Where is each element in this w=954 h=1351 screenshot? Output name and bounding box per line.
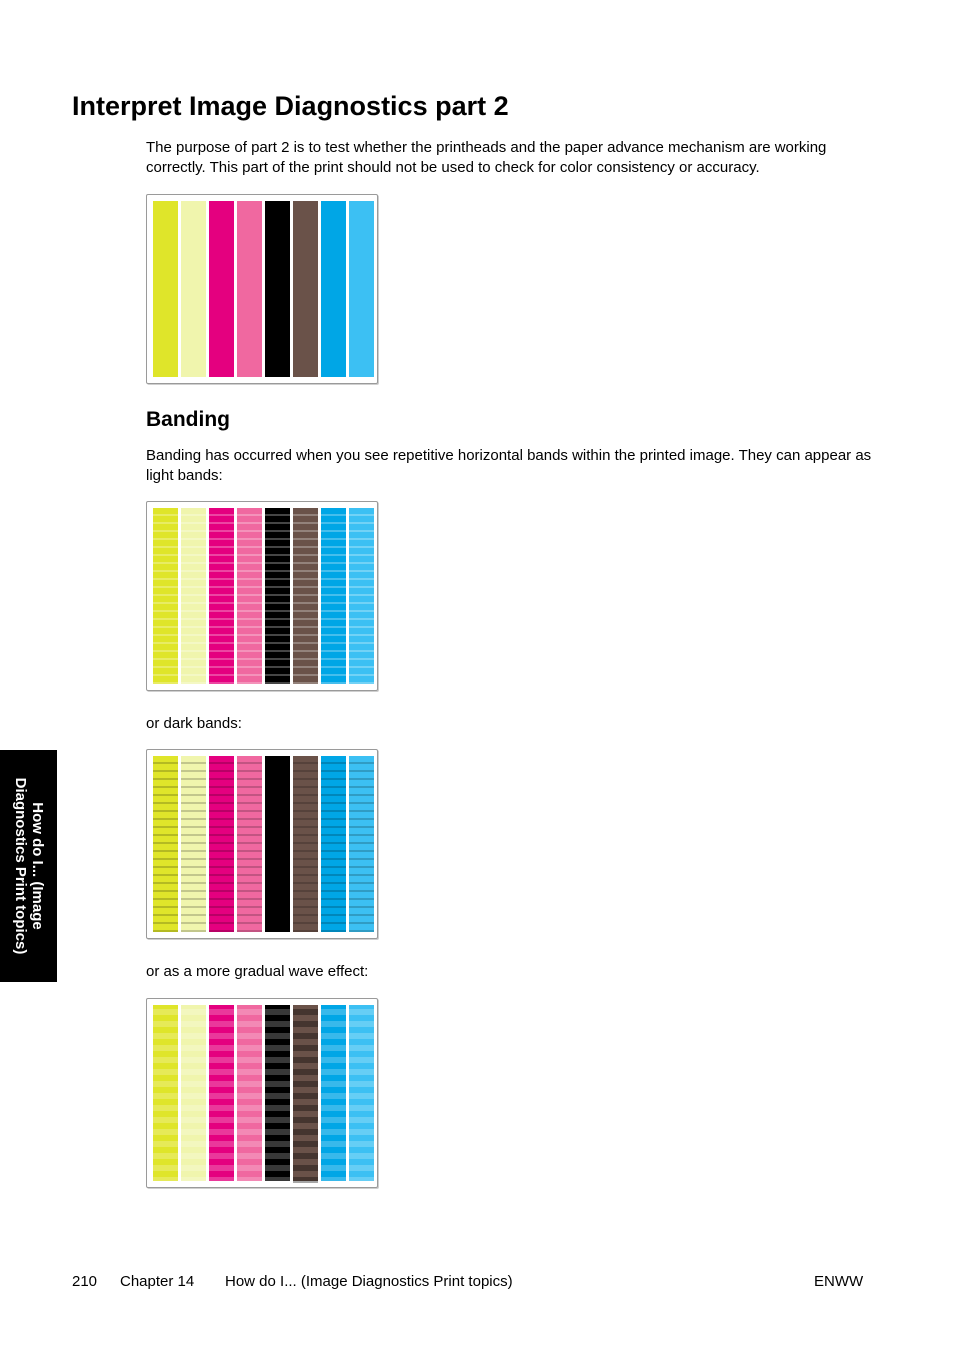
wave-band xyxy=(265,1105,290,1111)
wave-band xyxy=(321,1021,346,1027)
wave-band xyxy=(181,1141,206,1147)
dark-bands-caption: or dark bands: xyxy=(146,715,242,732)
wave-band xyxy=(153,1117,178,1123)
wave-band xyxy=(181,1057,206,1063)
wave-band xyxy=(321,1117,346,1123)
wave-band xyxy=(265,1057,290,1063)
wave-band xyxy=(153,1009,178,1015)
wave-band xyxy=(209,1021,234,1027)
wave-band xyxy=(321,1081,346,1087)
color-bar-6 xyxy=(293,201,318,377)
wave-band xyxy=(321,1165,346,1171)
wave-band xyxy=(349,1141,374,1147)
wave-band xyxy=(153,1177,178,1183)
wave-band xyxy=(265,1177,290,1183)
wave-band xyxy=(293,1153,318,1159)
wave-band xyxy=(181,1045,206,1051)
wave-band xyxy=(209,1153,234,1159)
wave-band xyxy=(321,1069,346,1075)
wave-band xyxy=(237,1093,262,1099)
wave-band xyxy=(293,1021,318,1027)
wave-band xyxy=(181,1093,206,1099)
wave-band xyxy=(153,1021,178,1027)
wave-band xyxy=(349,1045,374,1051)
wave-band xyxy=(293,1033,318,1039)
diagnostic-pattern-normal xyxy=(146,194,378,384)
wave-band xyxy=(209,1117,234,1123)
wave-band xyxy=(265,1165,290,1171)
wave-band xyxy=(349,1081,374,1087)
wave-band xyxy=(153,1165,178,1171)
wave-band xyxy=(321,1105,346,1111)
color-bars-normal xyxy=(147,195,377,383)
wave-caption: or as a more gradual wave effect: xyxy=(146,963,369,980)
wave-band xyxy=(349,1069,374,1075)
color-bar-7 xyxy=(321,201,346,377)
wave-band xyxy=(153,1129,178,1135)
wave-band xyxy=(181,1177,206,1183)
wave-band xyxy=(181,1069,206,1075)
wave-band xyxy=(321,1009,346,1015)
wave-band xyxy=(181,1033,206,1039)
wave-band xyxy=(321,1045,346,1051)
color-bar-6 xyxy=(293,508,318,684)
wave-band xyxy=(153,1153,178,1159)
wave-band xyxy=(265,1045,290,1051)
wave-band xyxy=(153,1081,178,1087)
footer-chapter: Chapter 14 xyxy=(120,1273,195,1290)
wave-band xyxy=(293,1069,318,1075)
wave-band xyxy=(293,1081,318,1087)
wave-band xyxy=(181,1117,206,1123)
wave-band xyxy=(237,1045,262,1051)
wave-band xyxy=(209,1033,234,1039)
wave-band xyxy=(237,1081,262,1087)
wave-band xyxy=(237,1009,262,1015)
color-bar-5 xyxy=(265,508,290,684)
wave-band xyxy=(293,1177,318,1183)
wave-band xyxy=(209,1081,234,1087)
wave-band xyxy=(349,1093,374,1099)
color-bar-1 xyxy=(153,756,178,932)
wave-band xyxy=(209,1141,234,1147)
wave-band xyxy=(181,1081,206,1087)
wave-band xyxy=(153,1045,178,1051)
wave-band xyxy=(293,1045,318,1051)
wave-band xyxy=(181,1129,206,1135)
wave-band xyxy=(349,1153,374,1159)
banding-description: Banding has occurred when you see repetitive horizontal bands within the printed image. They can appear as light bands: xyxy=(146,447,872,484)
wave-band xyxy=(237,1153,262,1159)
color-bar-8 xyxy=(349,201,374,377)
wave-band xyxy=(209,1165,234,1171)
color-bars-light-bands xyxy=(147,502,377,690)
color-bar-4 xyxy=(237,201,262,377)
wave-band xyxy=(321,1129,346,1135)
color-bar-6 xyxy=(293,756,318,932)
color-bar-2 xyxy=(181,508,206,684)
wave-band xyxy=(237,1129,262,1135)
diagnostic-pattern-dark-bands xyxy=(146,749,378,939)
wave-band xyxy=(349,1177,374,1183)
wave-band xyxy=(265,1081,290,1087)
wave-band xyxy=(153,1069,178,1075)
wave-band xyxy=(209,1129,234,1135)
wave-band xyxy=(265,1021,290,1027)
wave-band xyxy=(181,1153,206,1159)
color-bar-5 xyxy=(265,756,290,932)
wave-band xyxy=(237,1165,262,1171)
banding-heading: Banding xyxy=(146,408,230,431)
wave-band xyxy=(293,1009,318,1015)
color-bar-7 xyxy=(321,508,346,684)
wave-band xyxy=(153,1033,178,1039)
wave-band xyxy=(237,1057,262,1063)
side-tab-line-2: Diagnostics Print topics) xyxy=(11,777,29,955)
wave-band xyxy=(293,1057,318,1063)
wave-band xyxy=(181,1021,206,1027)
wave-band xyxy=(209,1069,234,1075)
wave-band xyxy=(349,1009,374,1015)
color-bar-1 xyxy=(153,508,178,684)
side-tab-line-1: How do I... (Image xyxy=(28,802,46,930)
color-bar-3 xyxy=(209,508,234,684)
color-bar-5 xyxy=(265,201,290,377)
wave-band xyxy=(265,1129,290,1135)
wave-band xyxy=(265,1153,290,1159)
wave-band xyxy=(265,1117,290,1123)
color-bar-8 xyxy=(349,756,374,932)
wave-band xyxy=(349,1033,374,1039)
wave-band xyxy=(349,1105,374,1111)
intro-paragraph: The purpose of part 2 is to test whether the printheads and the paper advance mechanism are working correctly. This part of the print should not be used to check for color consistency or accuracy. xyxy=(146,139,827,176)
wave-band xyxy=(293,1165,318,1171)
chapter-side-tab xyxy=(0,750,57,982)
footer-page-number: 210 xyxy=(72,1273,98,1290)
wave-band xyxy=(293,1105,318,1111)
footer-chapter-title: How do I... (Image Diagnostics Print topics) xyxy=(225,1273,513,1290)
wave-band xyxy=(181,1165,206,1171)
diagnostic-pattern-wave xyxy=(146,998,378,1188)
wave-band xyxy=(321,1153,346,1159)
color-bar-7 xyxy=(321,756,346,932)
wave-band xyxy=(153,1057,178,1063)
wave-band xyxy=(293,1129,318,1135)
color-bar-3 xyxy=(209,201,234,377)
wave-band xyxy=(265,1141,290,1147)
color-bar-4 xyxy=(237,508,262,684)
wave-band xyxy=(237,1177,262,1183)
wave-band xyxy=(293,1093,318,1099)
color-bar-8 xyxy=(349,508,374,684)
wave-band xyxy=(209,1177,234,1183)
footer-locale: ENWW xyxy=(814,1273,864,1290)
wave-band xyxy=(153,1093,178,1099)
page-title: Interpret Image Diagnostics part 2 xyxy=(72,91,509,121)
wave-band xyxy=(293,1117,318,1123)
wave-band xyxy=(321,1141,346,1147)
wave-band xyxy=(349,1021,374,1027)
wave-band xyxy=(237,1033,262,1039)
wave-band xyxy=(265,1033,290,1039)
wave-band xyxy=(321,1093,346,1099)
wave-band xyxy=(237,1069,262,1075)
wave-band xyxy=(293,1141,318,1147)
wave-band xyxy=(237,1021,262,1027)
wave-band xyxy=(237,1105,262,1111)
wave-band xyxy=(349,1129,374,1135)
wave-band xyxy=(209,1057,234,1063)
side-tab-label xyxy=(12,750,46,982)
color-bar-4 xyxy=(237,756,262,932)
wave-band xyxy=(265,1009,290,1015)
wave-band xyxy=(209,1105,234,1111)
wave-band xyxy=(209,1093,234,1099)
color-bar-2 xyxy=(181,201,206,377)
wave-band xyxy=(209,1045,234,1051)
wave-band xyxy=(181,1105,206,1111)
wave-band xyxy=(321,1177,346,1183)
wave-band xyxy=(349,1117,374,1123)
wave-band xyxy=(321,1057,346,1063)
wave-band xyxy=(349,1165,374,1171)
wave-band xyxy=(181,1009,206,1015)
wave-band xyxy=(349,1057,374,1063)
diagnostic-pattern-light-bands xyxy=(146,501,378,691)
wave-band xyxy=(265,1093,290,1099)
wave-band xyxy=(237,1117,262,1123)
wave-band xyxy=(153,1105,178,1111)
wave-band xyxy=(265,1069,290,1075)
color-bar-2 xyxy=(181,756,206,932)
color-bars-dark-bands xyxy=(147,750,377,938)
color-bars-wave xyxy=(147,999,377,1187)
wave-band xyxy=(153,1141,178,1147)
wave-band xyxy=(321,1033,346,1039)
color-bar-3 xyxy=(209,756,234,932)
wave-band xyxy=(237,1141,262,1147)
wave-band xyxy=(209,1009,234,1015)
color-bar-1 xyxy=(153,201,178,377)
